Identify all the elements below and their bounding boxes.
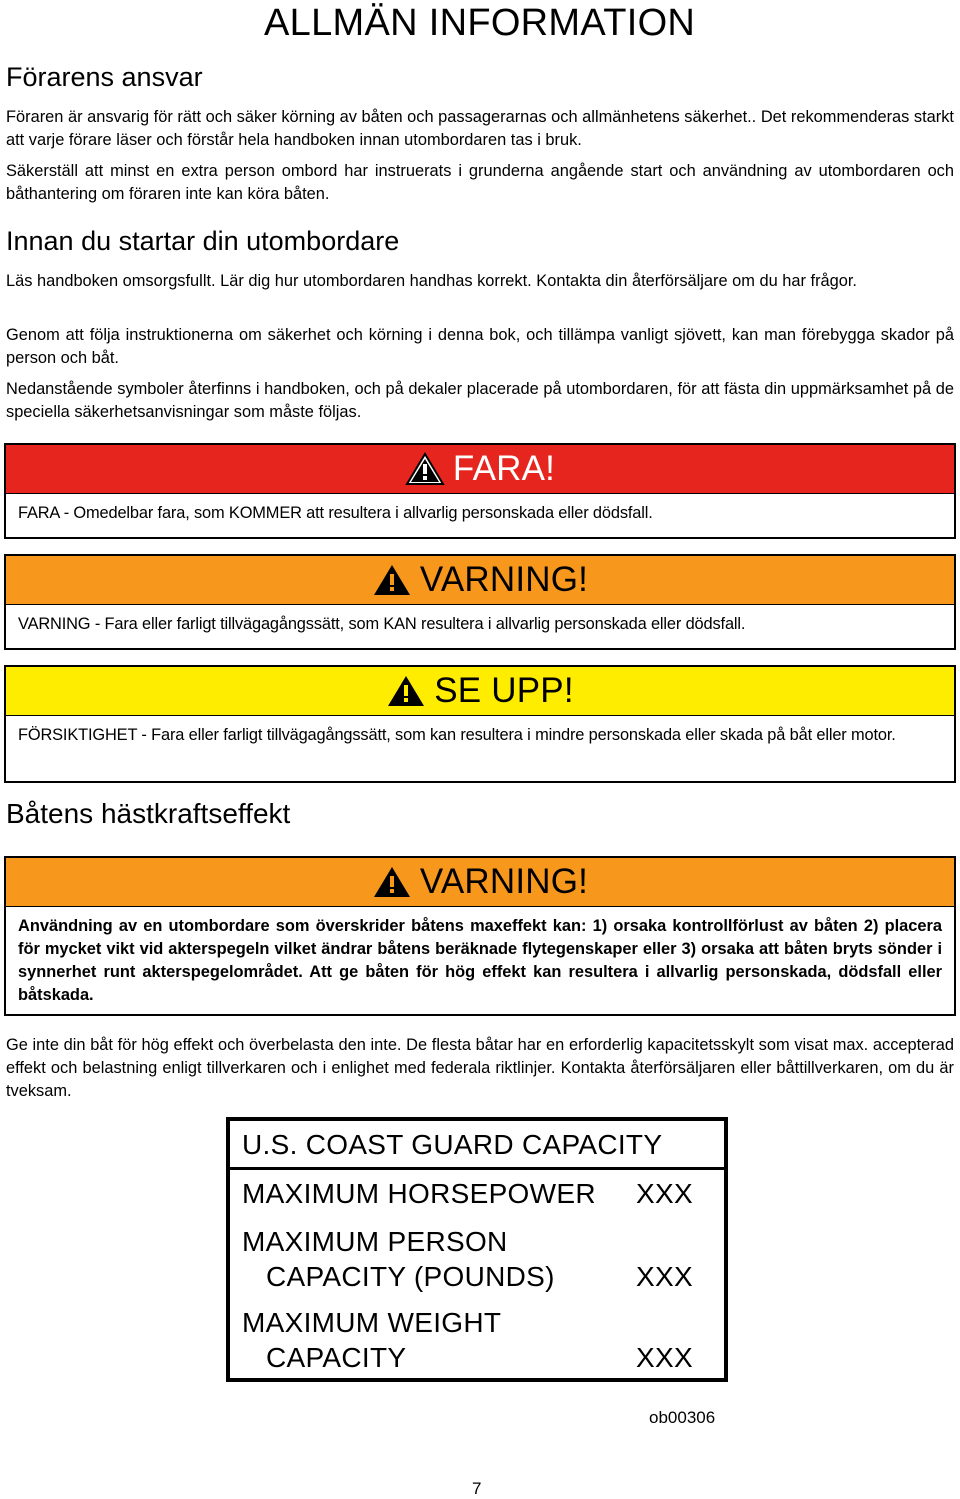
signal-word: VARNING! <box>419 560 589 599</box>
decal-title: U.S. COAST GUARD CAPACITY <box>242 1129 663 1160</box>
image-id: ob00306 <box>649 1408 716 1427</box>
caution-box <box>4 665 956 783</box>
signal-word: FARA! <box>452 449 556 488</box>
warning-box-horsepower <box>4 856 956 1016</box>
capacity-decal <box>226 1117 728 1382</box>
section-heading-forarens-ansvar: Förarens ansvar <box>6 62 203 92</box>
decal-label: MAXIMUM HORSEPOWER <box>242 1178 596 1209</box>
paragraph: Genom att följa instruktionerna om säkerhet och körning i denna bok, och tillämpa vanligt sjövett, kan man förebygga skador på person och båt. <box>6 326 954 367</box>
paragraph: Föraren är ansvarig för rätt och säker körning av båten och passagerarnas och allmänhetens säkerhet.. Det rekommenderas starkt att varje förare läser och förstår hela handboken innan utombordaren tas i bruk. <box>6 108 954 149</box>
page-number: 7 <box>472 1479 482 1498</box>
warning-box <box>4 554 956 650</box>
signal-word: VARNING! <box>419 862 589 901</box>
section-heading-innan-du-startar: Innan du startar din utombordare <box>6 226 400 256</box>
warning-text: VARNING - Fara eller farligt tillvägagångssätt, som KAN resultera i allvarlig personskada eller dödsfall. <box>18 615 746 633</box>
warning-triangle-icon <box>372 563 412 597</box>
warning-text: FARA - Omedelbar fara, som KOMMER att resultera i allvarlig personskada eller dödsfall. <box>18 504 653 522</box>
danger-box <box>4 443 956 539</box>
decal-divider <box>230 1167 728 1170</box>
page-title: ALLMÄN INFORMATION <box>264 2 696 44</box>
warning-triangle-icon <box>372 865 412 899</box>
warning-triangle-icon <box>386 674 426 708</box>
warning-banner <box>6 858 954 907</box>
paragraph: Nedanstående symboler återfinns i handboken, och på dekaler placerade på utombordaren, för att fästa din uppmärksamhet på de speciella säkerhetsanvisningar som måste följas. <box>6 380 954 421</box>
warning-text: FÖRSIKTIGHET - Fara eller farligt tillvägagångssätt, som kan resultera i mindre personskada eller skada på båt eller motor. <box>18 726 896 744</box>
caution-banner <box>6 667 954 716</box>
decal-label: CAPACITY (POUNDS) <box>266 1261 555 1292</box>
paragraph: Läs handboken omsorgsfullt. Lär dig hur utombordaren handhas korrekt. Kontakta din återförsäljare om du har frågor. <box>6 272 857 290</box>
section-heading-batens-hastkraftseffekt: Båtens hästkraftseffekt <box>6 798 291 829</box>
warning-triangle-icon <box>405 452 445 486</box>
paragraph: Ge inte din båt för hög effekt och överbelasta den inte. De flesta båtar har en erforderlig kapacitetsskylt som visat max. accepterad effekt och belastning enligt tillverkaren och i enlighet med federala riktlinjer. Kontakta återförsäljaren eller båttillverkaren, om du är tveksam. <box>6 1036 954 1100</box>
danger-banner <box>6 445 954 494</box>
decal-label: MAXIMUM PERSON <box>242 1226 508 1257</box>
decal-label: CAPACITY <box>266 1342 407 1373</box>
decal-label: MAXIMUM WEIGHT <box>242 1307 502 1338</box>
signal-word: SE UPP! <box>434 671 574 710</box>
paragraph: Säkerställ att minst en extra person ombord har instruerats i grunderna angående start och användning av utombordaren och båthantering om föraren inte kan köra båten. <box>6 162 954 203</box>
decal-value: XXX <box>636 1261 693 1292</box>
decal-value: XXX <box>636 1342 693 1373</box>
warning-text: Användning av en utombordare som överskrider båtens maxeffekt kan: 1) orsaka kontrollförlust av båten 2) placera för mycket vikt vid akterspegeln vilket ändrar båtens beräknade flytegenskaper eller 3) orsaka att båten bryts sönder i synnerhet runt akterspegelområdet. Att ge båten för hög effekt kan resultera i allvarlig personskada, dödsfall eller båtskada. <box>18 917 942 1004</box>
decal-value: XXX <box>636 1178 693 1209</box>
warning-banner <box>6 556 954 605</box>
